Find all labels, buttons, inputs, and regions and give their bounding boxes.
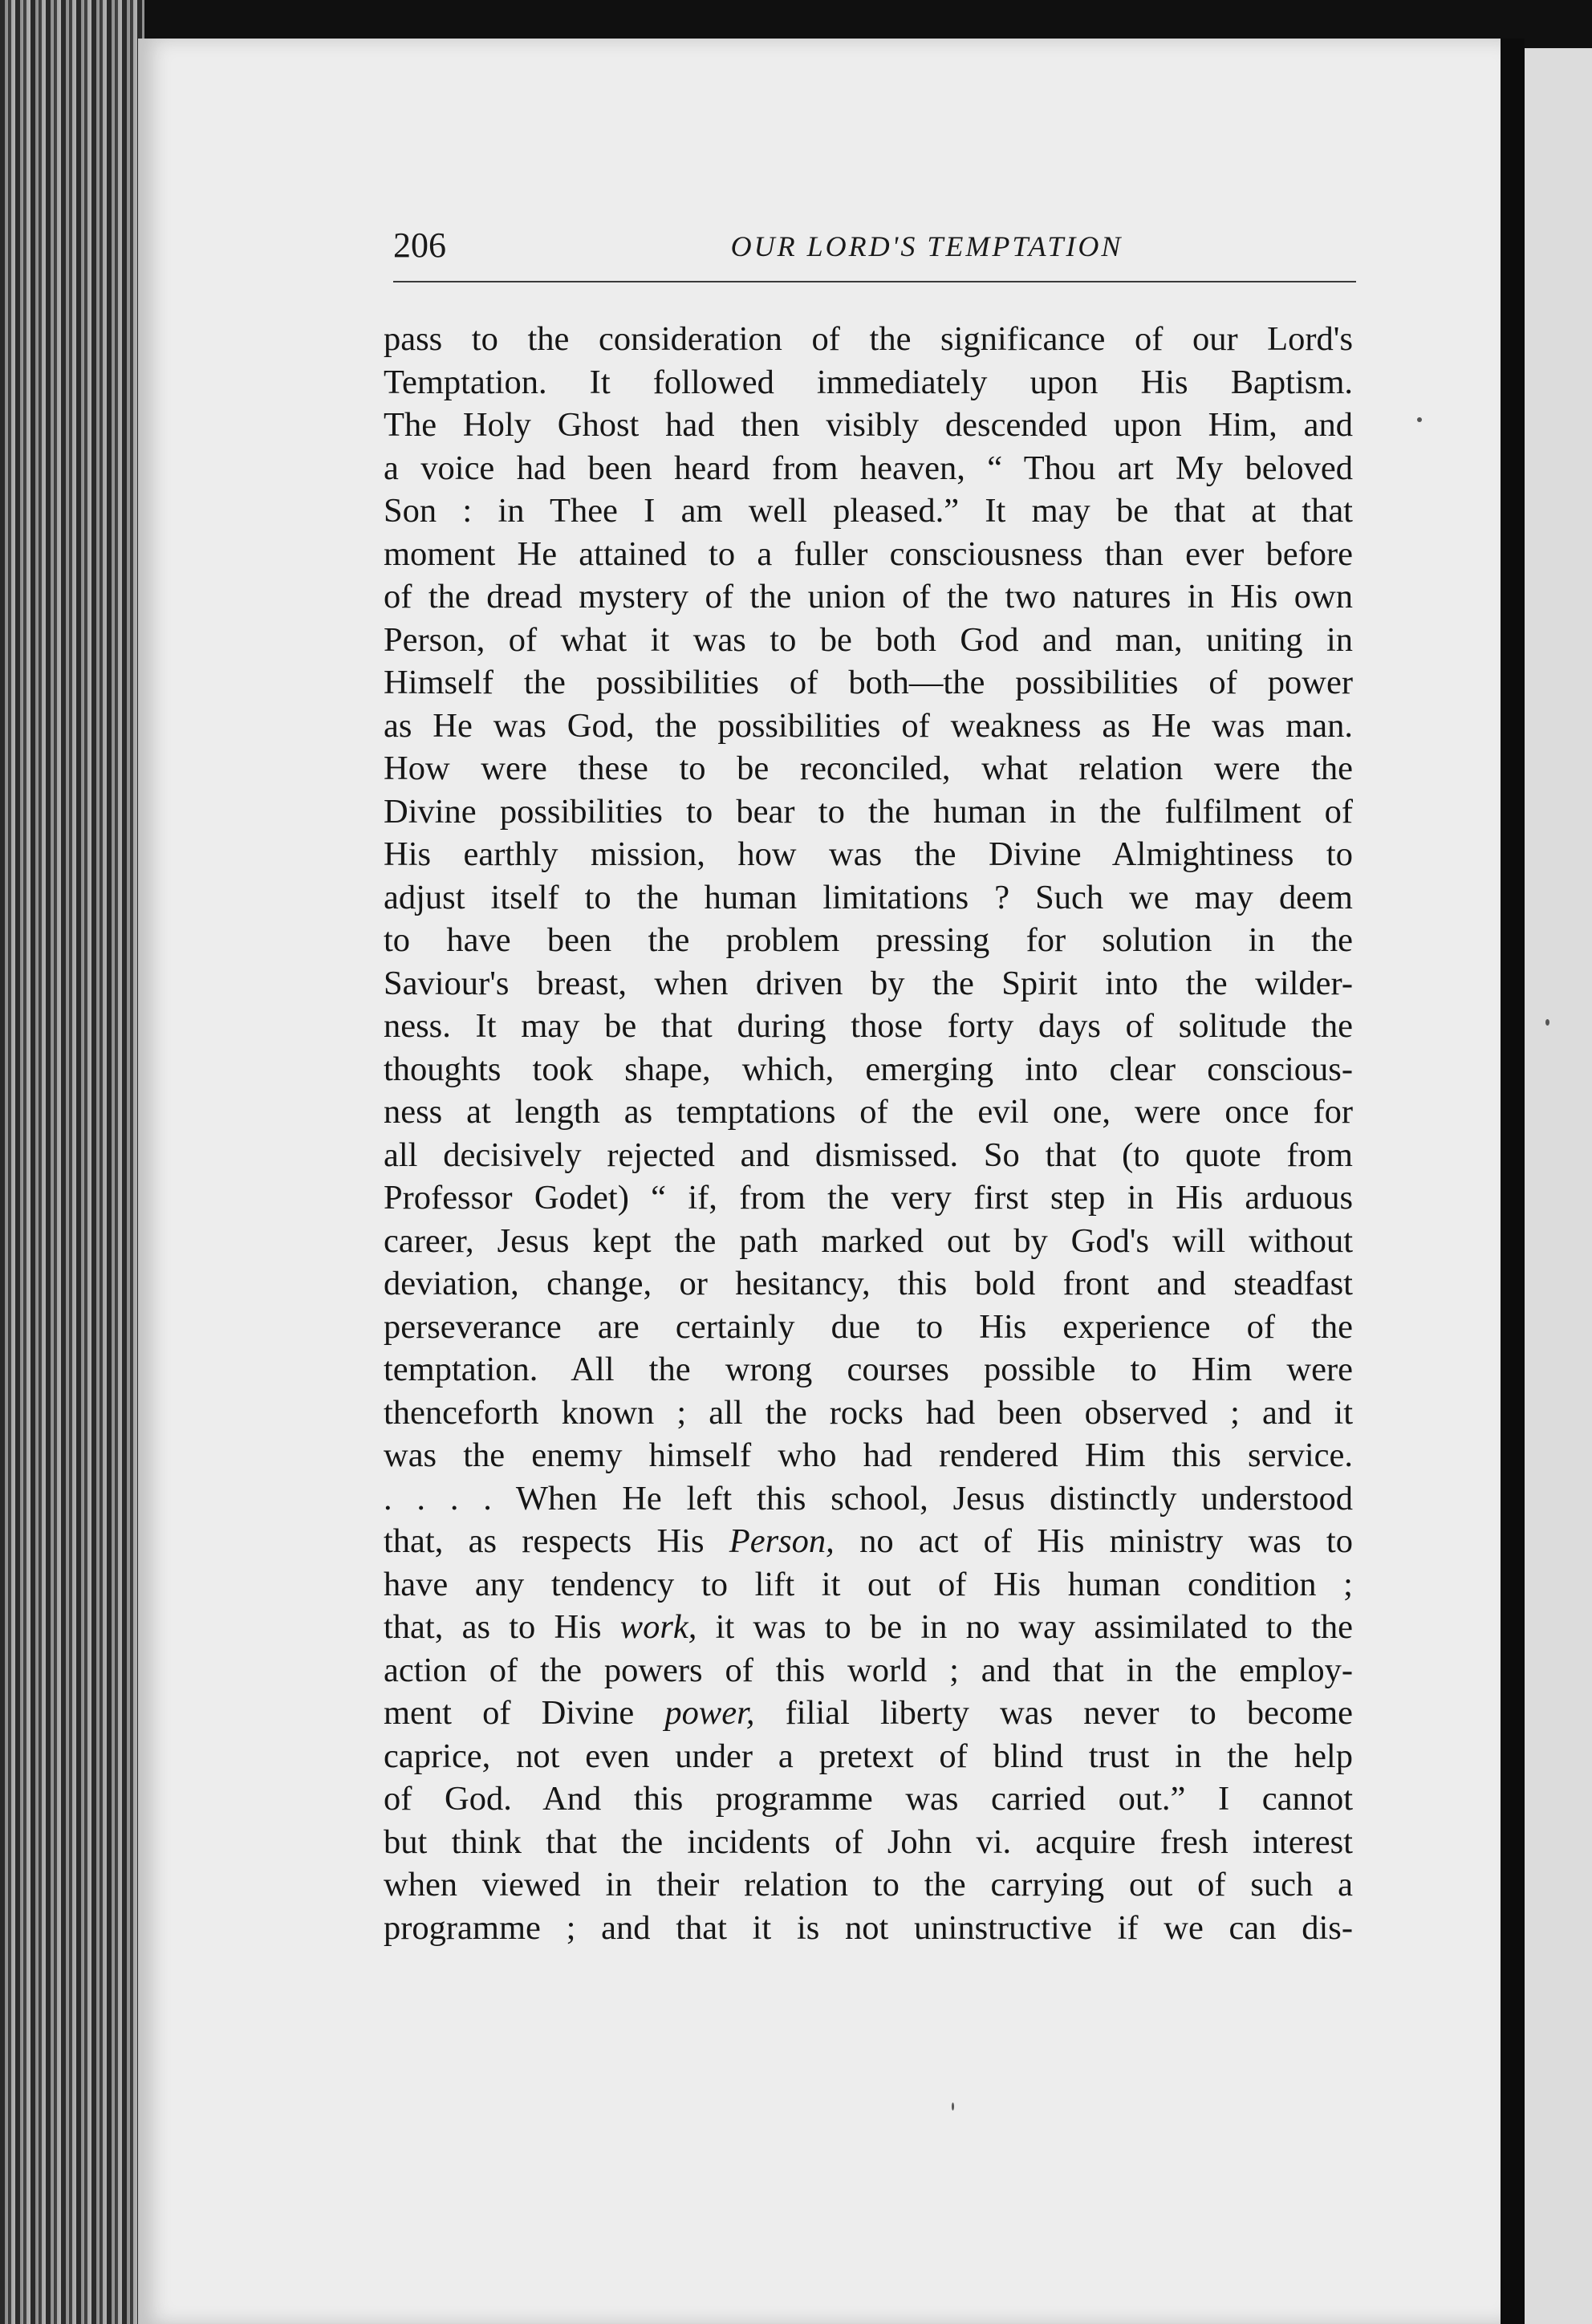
page-header <box>393 218 1356 282</box>
text-line: How were these to be reconciled, what relation were the <box>384 750 1353 787</box>
scan-speck <box>952 2103 954 2111</box>
text-line <box>384 1692 1353 1735</box>
text-segment: that, as respects His <box>384 1522 729 1560</box>
text-line: Professor Godet) “ if, from the very first step in His arduous <box>384 1179 1353 1217</box>
scan-speck <box>1417 417 1422 422</box>
text-line: temptation. All the wrong courses possible to Him were <box>384 1351 1353 1388</box>
facing-page-edge <box>1525 48 1592 2324</box>
book-page-edges <box>0 0 144 2324</box>
text-line: Saviour's breast, when driven by the Spirit into the wilder- <box>384 964 1353 1002</box>
italic-word: power, <box>664 1694 755 1732</box>
text-line: caprice, not even under a pretext of blind trust in the help <box>384 1737 1353 1775</box>
text-line: Person, of what it was to be both God and man, uniting in <box>384 620 1353 659</box>
text-line: His earthly mission, how was the Divine Almightiness to <box>384 835 1353 873</box>
text-segment: that, as to His <box>384 1608 620 1646</box>
text-line: Temptation. It followed immediately upon His Baptism. <box>384 363 1353 401</box>
text-line: ness. It may be that during those forty days of solitude the <box>384 1007 1353 1045</box>
text-line: was the enemy himself who had rendered Him this service. <box>384 1436 1353 1474</box>
text-line: as He was God, the possibilities of weakness as He was man. <box>384 706 1353 745</box>
text-line: have any tendency to lift it out of His human condition ; <box>384 1565 1353 1603</box>
text-line: . . . . When He left this school, Jesus distinctly understood <box>384 1479 1353 1518</box>
body-text <box>384 318 1353 1949</box>
text-line <box>384 1520 1353 1563</box>
text-line: when viewed in their relation to the carrying out of such a <box>384 1866 1353 1903</box>
text-line: adjust itself to the human limitations ? Such we may deem <box>384 878 1353 916</box>
running-title: OUR LORD'S TEMPTATION <box>730 230 1123 262</box>
page-number: 206 <box>393 225 446 265</box>
italic-word: Person, <box>729 1522 835 1560</box>
book-binding-gutter <box>1501 39 1525 2324</box>
text-line: The Holy Ghost had then visibly descended upon Him, and <box>384 406 1353 444</box>
italic-word: work, <box>619 1608 697 1646</box>
text-line: but think that the incidents of John vi. acquire fresh interest <box>384 1822 1353 1861</box>
text-line: perseverance are certainly due to His experience of the <box>384 1307 1353 1346</box>
text-line: thoughts took shape, which, emerging into clear conscious- <box>384 1050 1353 1088</box>
text-segment: no act of His ministry was to <box>834 1522 1353 1560</box>
scan-speck <box>1545 1019 1549 1026</box>
text-line <box>384 1606 1353 1649</box>
text-line: Divine possibilities to bear to the human in the fulfilment of <box>384 792 1353 831</box>
text-line: programme ; and that it is not uninstructive if we can dis- <box>384 1908 1353 1947</box>
text-line: all decisively rejected and dismissed. So that (to quote from <box>384 1136 1353 1174</box>
text-line: pass to the consideration of the significance of our Lord's <box>384 320 1353 358</box>
text-line: deviation, change, or hesitancy, this bold front and steadfast <box>384 1265 1353 1302</box>
text-segment: filial liberty was never to become <box>754 1694 1353 1732</box>
text-segment: ment of Divine <box>384 1694 665 1732</box>
text-line: career, Jesus kept the path marked out by God's will without <box>384 1221 1353 1260</box>
text-line: moment He attained to a fuller consciousness than ever before <box>384 534 1353 573</box>
text-line: to have been the problem pressing for solution in the <box>384 921 1353 959</box>
text-line: action of the powers of this world ; and that in the employ- <box>384 1651 1353 1689</box>
text-line: Himself the possibilities of both—the possibilities of power <box>384 664 1353 701</box>
text-line: ness at length as temptations of the evil one, were once for <box>384 1093 1353 1131</box>
text-segment: it was to be in no way assimilated to the <box>696 1608 1353 1646</box>
text-line: a voice had been heard from heaven, “ Thou art My beloved <box>384 449 1353 487</box>
text-line: of God. And this programme was carried out.” I cannot <box>384 1780 1353 1818</box>
header-rule <box>393 281 1356 282</box>
text-line: of the dread mystery of the union of the two natures in His own <box>384 578 1353 616</box>
text-line: Son : in Thee I am well pleased.” It may be that at that <box>384 492 1353 530</box>
text-line: thenceforth known ; all the rocks had been observed ; and it <box>384 1393 1353 1432</box>
